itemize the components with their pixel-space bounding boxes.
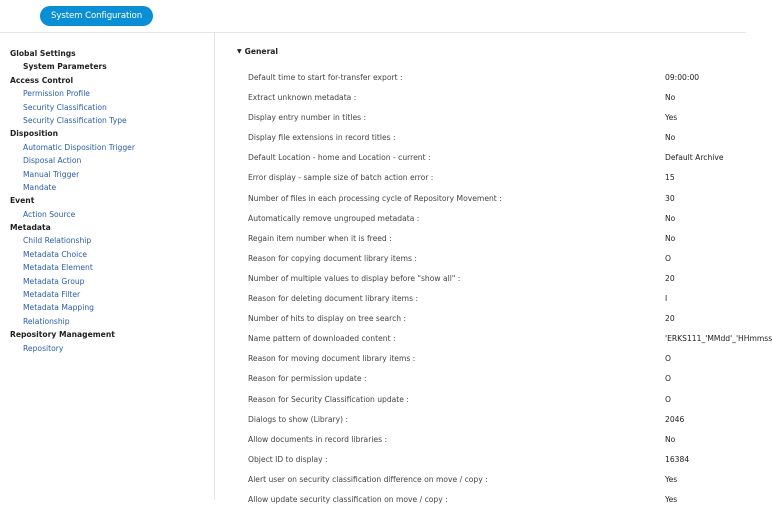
setting-label: Object ID to display :	[248, 454, 328, 464]
setting-label: Reason for permission update :	[248, 374, 367, 384]
setting-row	[215, 309, 746, 329]
setting-row	[215, 450, 746, 470]
setting-value: No	[665, 434, 676, 444]
setting-row	[215, 269, 746, 289]
setting-row	[215, 168, 746, 188]
setting-value: Yes	[665, 494, 678, 504]
sidebar-nav	[10, 47, 135, 355]
setting-row	[215, 249, 746, 269]
setting-row	[215, 289, 746, 309]
setting-label: Dialogs to show (Library) :	[248, 414, 349, 424]
setting-row	[215, 88, 746, 108]
setting-value: 15	[665, 173, 675, 183]
setting-row	[215, 68, 746, 88]
setting-value: I	[665, 294, 668, 304]
setting-value: 16384	[665, 454, 690, 464]
setting-row	[215, 229, 746, 249]
setting-row	[215, 329, 772, 349]
sidebar-item[interactable]: Manual Trigger	[23, 169, 80, 179]
setting-label: Name pattern of downloaded content :	[248, 334, 396, 344]
setting-label: Default Location - home and Location - current :	[248, 153, 431, 163]
setting-value: Yes	[665, 113, 678, 123]
setting-label: Allow documents in record libraries :	[248, 434, 388, 444]
sidebar-group-label: Global Settings	[10, 49, 76, 58]
sidebar-item[interactable]: Metadata Choice	[23, 249, 88, 259]
caret-down-icon: ▼	[237, 48, 242, 55]
sidebar-item[interactable]: Child Relationship	[23, 236, 92, 246]
setting-row	[215, 369, 746, 389]
setting-label: Reason for moving document library items :	[248, 354, 416, 364]
setting-row	[215, 189, 746, 209]
setting-value: O	[665, 394, 671, 404]
sidebar-item[interactable]: Mandate	[23, 182, 57, 192]
sidebar-item[interactable]: Automatic Disposition Trigger	[23, 142, 135, 152]
sidebar-item[interactable]: Action Source	[23, 209, 76, 219]
setting-value: No	[665, 93, 676, 103]
sidebar	[0, 33, 215, 500]
setting-value: 20	[665, 273, 675, 283]
setting-row	[215, 148, 746, 168]
sidebar-group-label: Disposition	[10, 129, 59, 139]
setting-label: Number of multiple values to display before "show all" :	[248, 273, 461, 283]
setting-value: O	[665, 374, 671, 384]
sidebar-item[interactable]: Security Classification	[23, 102, 107, 112]
section-general-toggle[interactable]	[237, 47, 278, 56]
setting-value: No	[665, 133, 676, 143]
setting-value: No	[665, 233, 676, 243]
top-bar	[0, 0, 746, 33]
sidebar-item[interactable]: Metadata Element	[23, 263, 93, 273]
main-panel	[215, 33, 772, 504]
sidebar-group-label: Repository Management	[10, 330, 115, 340]
setting-row	[215, 108, 746, 128]
sidebar-item[interactable]: Metadata Group	[23, 276, 85, 286]
setting-row	[215, 430, 746, 450]
setting-label: Reason for deleting document library items :	[248, 294, 419, 304]
sidebar-item[interactable]: Permission Profile	[23, 89, 90, 99]
setting-label: Allow update security classification on move / copy :	[248, 494, 448, 504]
sidebar-item[interactable]: Security Classification Type	[23, 115, 127, 125]
setting-value: 30	[665, 193, 675, 203]
sidebar-group-label: Access Control	[10, 75, 74, 85]
setting-value: 09:00:00	[665, 73, 700, 82]
setting-label: Number of files in each processing cycle of Repository Movement :	[248, 193, 502, 203]
setting-label: Error display - sample size of batch action error :	[248, 173, 434, 183]
setting-value: Default Archive	[665, 153, 724, 163]
setting-label: Number of hits to display on tree search :	[248, 314, 407, 324]
setting-value: No	[665, 213, 676, 223]
setting-label: Automatically remove ungrouped metadata :	[248, 213, 420, 223]
sidebar-item[interactable]: System Parameters	[23, 62, 107, 72]
setting-label: Reason for Security Classification update :	[248, 394, 409, 404]
setting-label: Alert user on security classification difference on move / copy :	[248, 474, 488, 484]
setting-value: 20	[665, 314, 675, 324]
sidebar-item[interactable]: Relationship	[23, 316, 70, 326]
setting-label: Extract unknown metadata :	[248, 93, 357, 103]
setting-value: O	[665, 354, 671, 364]
setting-row	[215, 470, 746, 490]
setting-label: Regain item number when it is freed :	[248, 233, 392, 243]
setting-value: Yes	[665, 474, 678, 484]
section-title: General	[244, 47, 279, 56]
setting-row	[215, 410, 746, 430]
setting-label: Reason for copying document library items :	[248, 253, 417, 263]
system-configuration-button[interactable]: System Configuration	[40, 6, 153, 26]
setting-value: 'ERKS111_'MMdd'_'HHmmss	[665, 334, 772, 344]
setting-row	[215, 490, 746, 510]
setting-row	[215, 128, 746, 148]
setting-row	[215, 349, 746, 369]
sidebar-item[interactable]: Repository	[23, 343, 64, 353]
setting-row	[215, 209, 746, 229]
sidebar-item[interactable]: Disposal Action	[23, 156, 82, 166]
setting-row	[215, 390, 746, 410]
setting-label: Display entry number in titles :	[248, 113, 367, 123]
setting-label: Display file extensions in record titles :	[248, 133, 396, 143]
setting-value: 2046	[665, 414, 685, 424]
sidebar-item[interactable]: Metadata Filter	[23, 290, 81, 300]
sidebar-group-label: Metadata	[10, 223, 51, 233]
setting-value: O	[665, 253, 671, 263]
sidebar-item[interactable]: Metadata Mapping	[23, 303, 94, 313]
settings-list	[215, 68, 772, 510]
setting-label: Default time to start for-transfer export :	[248, 73, 403, 82]
sidebar-group-label: Event	[10, 196, 35, 206]
